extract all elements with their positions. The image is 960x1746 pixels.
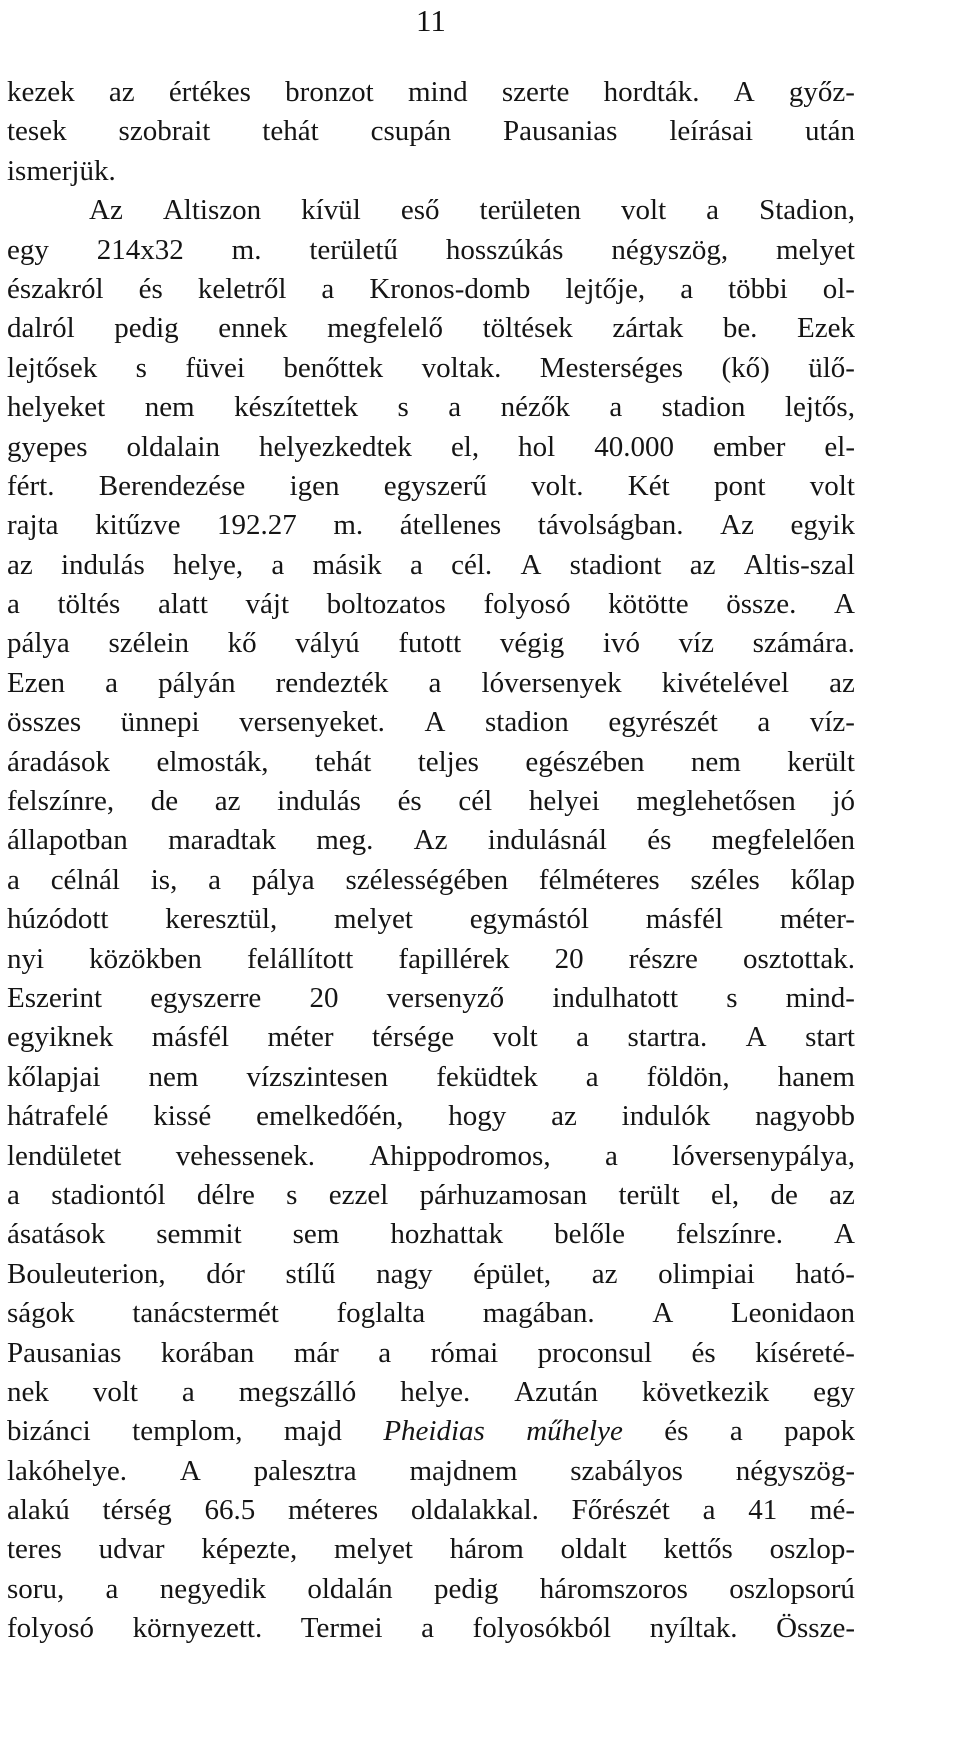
text-line: fért. Berendezése igen egyszerű volt. Két pont volt <box>7 469 855 502</box>
text-line: nyi közökben felállított fapillérek 20 részre osztottak. <box>7 942 855 975</box>
text-line: soru, a negyedik oldalán pedig háromszoros oszlopsorú <box>7 1572 855 1605</box>
text-line: az indulás helye, a másik a cél. A stadiont az Altis-szal <box>7 548 855 581</box>
text-line: lakóhelye. A palesztra majdnem szabályos négyszög- <box>7 1454 855 1487</box>
text-line: kezek az értékes bronzot mind szerte hordták. A győz- <box>7 76 855 108</box>
text-line: Eszerint egyszerre 20 versenyző indulhatott s mind- <box>7 981 855 1014</box>
text-line: gyepes oldalain helyezkedtek el, hol 40.000 ember el- <box>7 430 855 463</box>
text-line: pálya szélein kő vályú futott végig ivó víz számára. <box>7 627 855 660</box>
text-line: egy 214x32 m. területű hosszúkás négyszög, melyet <box>7 233 855 266</box>
text-line: kőlapjai nem vízszintesen feküdtek a földön, hanem <box>7 1060 855 1093</box>
text-line: ásatások semmit sem hozhattak belőle felszínre. A <box>7 1218 855 1251</box>
text-line: a töltés alatt vájt boltozatos folyosó kötötte össze. A <box>7 588 855 621</box>
text-line: folyosó környezett. Termei a folyosókból nyíltak. Össze- <box>7 1612 855 1645</box>
body-text <box>7 73 855 1649</box>
text-line: a célnál is, a pálya szélességében félméteres széles kőlap <box>7 863 855 896</box>
text-line: tesek szobrait tehát csupán Pausanias leírásai után <box>7 115 855 148</box>
text-line: felszínre, de az indulás és cél helyei meglehetősen jó <box>7 785 855 818</box>
text-line: Bouleuterion, dór stílű nagy épület, az olimpiai ható- <box>7 1257 855 1290</box>
text-line: Ezen a pályán rendezték a lóversenyek kivételével az <box>7 666 855 699</box>
text-line: rajta kitűzve 192.27 m. átellenes távolságban. Az egyik <box>7 509 855 542</box>
text-line: teres udvar képezte, melyet három oldalt kettős oszlop- <box>7 1533 855 1566</box>
text-line: bizánci templom, majd Pheidias műhelye és a papok <box>7 1415 855 1448</box>
text-line: lendületet vehessenek. Ahippodromos, a lóversenypálya, <box>7 1139 855 1172</box>
text-line: állapotban maradtak meg. Az indulásnál és megfelelően <box>7 824 855 857</box>
text-line: hátrafelé kissé emelkedőén, hogy az indulók nagyobb <box>7 1100 855 1133</box>
text-line: egyiknek másfél méter térsége volt a startra. A start <box>7 1021 855 1054</box>
text-line: nek volt a megszálló helye. Azután következik egy <box>7 1375 855 1408</box>
text-line: alakú térség 66.5 méteres oldalakkal. Főrészét a 41 mé- <box>7 1494 855 1527</box>
text-line: ismerjük. <box>7 154 116 187</box>
text-line: a stadiontól délre s ezzel párhuzamosan terült el, de az <box>7 1178 855 1211</box>
text-line: Pausanias korában már a római proconsul és kíséreté- <box>7 1336 855 1369</box>
text-line: lejtősek s füvei benőttek voltak. Mesterséges (kő) ülő- <box>7 351 855 384</box>
text-line: áradások elmosták, tehát teljes egészében nem került <box>7 745 855 778</box>
text-line: húzódott keresztül, melyet egymástól másfél méter- <box>7 903 855 936</box>
text-line: helyeket nem készítettek s a nézők a stadion lejtős, <box>7 391 855 424</box>
text-line: Az Altiszon kívül eső területen volt a Stadion, <box>89 194 855 227</box>
text-line: ságok tanácstermét foglalta magában. A Leonidaon <box>7 1297 855 1330</box>
text-line: összes ünnepi versenyeket. A stadion egyrészét a víz- <box>7 706 855 739</box>
page-number: 11 <box>416 3 446 38</box>
text-line: dalról pedig ennek megfelelő töltések zártak be. Ezek <box>7 312 855 345</box>
text-line: északról és keletről a Kronos-domb lejtője, a többi ol- <box>7 272 855 305</box>
